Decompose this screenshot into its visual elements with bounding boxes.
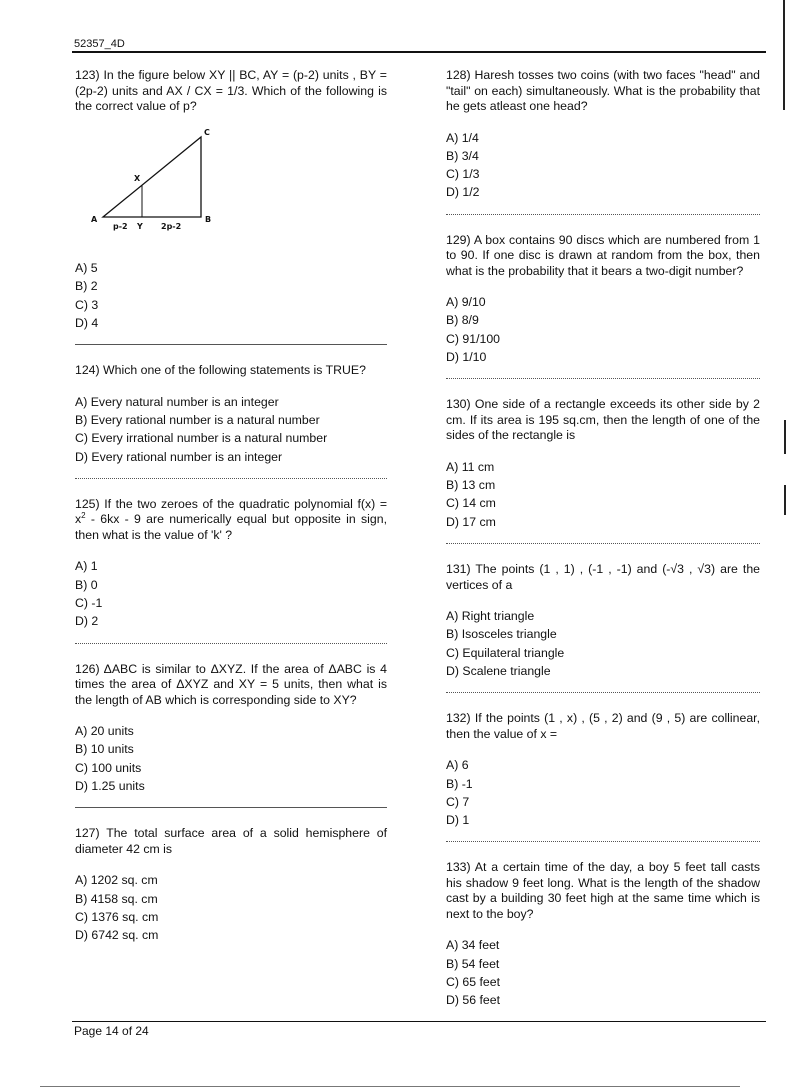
- question-127: [75, 826, 387, 944]
- answer-options: [75, 871, 387, 944]
- option-b: B) Isosceles triangle: [446, 627, 557, 642]
- question-123: [75, 68, 387, 332]
- answer-options: [75, 557, 387, 630]
- question-131: [446, 562, 760, 680]
- option-b: B) 8/9: [446, 313, 479, 328]
- scan-edge-mark: [784, 420, 786, 454]
- option-c: C) 91/100: [446, 331, 501, 346]
- question-text: 129) A box contains 90 discs which are numbered from 1 to 90. If one disc is drawn at random from the box, then what is the probability that it bears a two-digit number?: [446, 232, 760, 278]
- question-text: 126) ΔABC is similar to ΔXYZ. If the area of ΔABC is 4 times the area of ΔXYZ and XY = 5 units, then what is the length of AB which is corresponding side to XY?: [75, 661, 387, 707]
- footer-rule: [72, 1021, 766, 1022]
- option-c: C) 3: [75, 297, 99, 312]
- option-c: C) Equilateral triangle: [446, 645, 565, 660]
- option-b: B) -1: [446, 776, 473, 791]
- left-column: [75, 68, 387, 944]
- question-126: [75, 662, 387, 796]
- label-y: Y: [137, 221, 143, 231]
- option-c: C) 14 cm: [446, 496, 496, 511]
- question-text: 123) In the figure below XY || BC, AY = (p-2) units , BY = (2p-2) units and AX / CX = 1/3. Which of the following is the correct value of p?: [75, 68, 387, 113]
- question-text: [75, 497, 387, 544]
- triangle-figure: [83, 127, 223, 247]
- option-a: A) 11 cm: [446, 459, 495, 474]
- question-130: [446, 397, 760, 531]
- question-text: 133) At a certain time of the day, a boy 5 feet tall casts his shadow 9 feet long. What is the length of the shadow cast by a building 30 feet high at the same time which is next to the boy?: [446, 860, 760, 921]
- question-separator: [75, 344, 387, 345]
- question-text: 127) The total surface area of a solid hemisphere of diameter 42 cm is: [75, 826, 387, 856]
- option-d: D) 1: [446, 813, 470, 828]
- triangle-abc: [103, 137, 201, 217]
- option-b: B) 4158 sq. cm: [75, 891, 158, 906]
- option-b: B) 54 feet: [446, 956, 500, 971]
- answer-options: [75, 722, 387, 795]
- option-c: C) 100 units: [75, 760, 142, 775]
- scan-edge-mark: [783, 0, 785, 110]
- question-separator: [75, 643, 387, 644]
- label-b: B: [205, 214, 212, 224]
- answer-options: [446, 936, 760, 1009]
- option-a: A) 20 units: [75, 724, 134, 739]
- right-column: [446, 68, 760, 1010]
- option-a: A) 1: [75, 559, 98, 574]
- option-c: C) 65 feet: [446, 975, 500, 990]
- option-d: D) Scalene triangle: [446, 663, 551, 678]
- question-text: 124) Which one of the following statements is TRUE?: [75, 363, 366, 378]
- option-c: C) 7: [446, 794, 470, 809]
- option-d: D) Every rational number is an integer: [75, 449, 283, 464]
- question-text: 128) Haresh tosses two coins (with two faces "head" and "tail" on each) simultaneously. What is the probability that he gets atleast one head?: [446, 68, 760, 113]
- document-id: 52357_4D: [74, 38, 125, 50]
- option-a: A) 34 feet: [446, 938, 500, 953]
- answer-options: [446, 458, 760, 531]
- answer-options: [446, 607, 760, 680]
- question-text-part: 125) If the two zeroes of the quadratic polynomial f(x) = x: [75, 496, 387, 527]
- option-a: A) 9/10: [446, 295, 486, 310]
- option-c: C) 1376 sq. cm: [75, 909, 159, 924]
- option-d: D) 4: [75, 315, 99, 330]
- question-separator: [75, 807, 387, 808]
- option-c: C) -1: [75, 595, 103, 610]
- option-d: D) 1.25 units: [75, 778, 145, 793]
- label-yb: 2p-2: [161, 221, 182, 231]
- answer-options: [446, 129, 760, 202]
- question-text: 130) One side of a rectangle exceeds its other side by 2 cm. If its area is 195 sq.cm, then the length of one of the sides of the rectangle is: [446, 397, 760, 443]
- label-a: A: [91, 214, 98, 224]
- answer-options: [446, 756, 760, 829]
- header-rule: [72, 51, 766, 53]
- option-b: B) 2: [75, 279, 98, 294]
- option-a: A) 1202 sq. cm: [75, 873, 158, 888]
- answer-options: [75, 259, 387, 332]
- option-b: B) 0: [75, 577, 98, 592]
- option-b: B) 3/4: [446, 148, 479, 163]
- question-text: 131) The points (1 , 1) , (-1 , -1) and (-√3 , √3) are the vertices of a: [446, 562, 760, 592]
- label-x: X: [134, 173, 141, 183]
- question-separator: [446, 692, 760, 693]
- question-text: 132) If the points (1 , x) , (5 , 2) and (9 , 5) are collinear, then the value of x =: [446, 711, 760, 741]
- option-c: C) Every irrational number is a natural number: [75, 431, 328, 446]
- option-b: B) 10 units: [75, 742, 134, 757]
- scan-edge-mark: [40, 1086, 740, 1087]
- question-separator: [446, 378, 760, 379]
- label-c: C: [204, 127, 210, 137]
- question-separator: [446, 543, 760, 544]
- question-132: [446, 711, 760, 829]
- question-129: [446, 233, 760, 367]
- question-133: [446, 860, 760, 1009]
- option-a: A) 1/4: [446, 130, 479, 145]
- option-a: A) 6: [446, 758, 469, 773]
- question-124: [75, 363, 387, 466]
- question-125: [75, 497, 387, 631]
- option-d: D) 1/10: [446, 350, 487, 365]
- option-d: D) 56 feet: [446, 993, 500, 1008]
- question-128: [446, 68, 760, 202]
- option-b: B) 13 cm: [446, 478, 496, 493]
- option-a: A) 5: [75, 261, 98, 275]
- option-b: B) Every rational number is a natural number: [75, 412, 320, 427]
- option-c: C) 1/3: [446, 167, 480, 182]
- option-a: A) Right triangle: [446, 609, 535, 624]
- option-d: D) 1/2: [446, 185, 480, 200]
- question-separator: [446, 214, 760, 215]
- scan-edge-mark: [784, 485, 786, 515]
- question-separator: [75, 478, 387, 479]
- answer-options: [75, 393, 387, 466]
- answer-options: [446, 293, 760, 366]
- label-ay: p-2: [113, 221, 128, 231]
- option-d: D) 17 cm: [446, 514, 496, 529]
- question-text-part: - 6kx - 9 are numerically equal but opposite in sign, then what is the value of 'k' ?: [75, 512, 387, 542]
- option-d: D) 2: [75, 614, 99, 629]
- exponent: 2: [81, 511, 86, 521]
- option-d: D) 6742 sq. cm: [75, 928, 159, 943]
- option-a: A) Every natural number is an integer: [75, 394, 279, 409]
- page-number: Page 14 of 24: [74, 1024, 149, 1038]
- question-separator: [446, 841, 760, 842]
